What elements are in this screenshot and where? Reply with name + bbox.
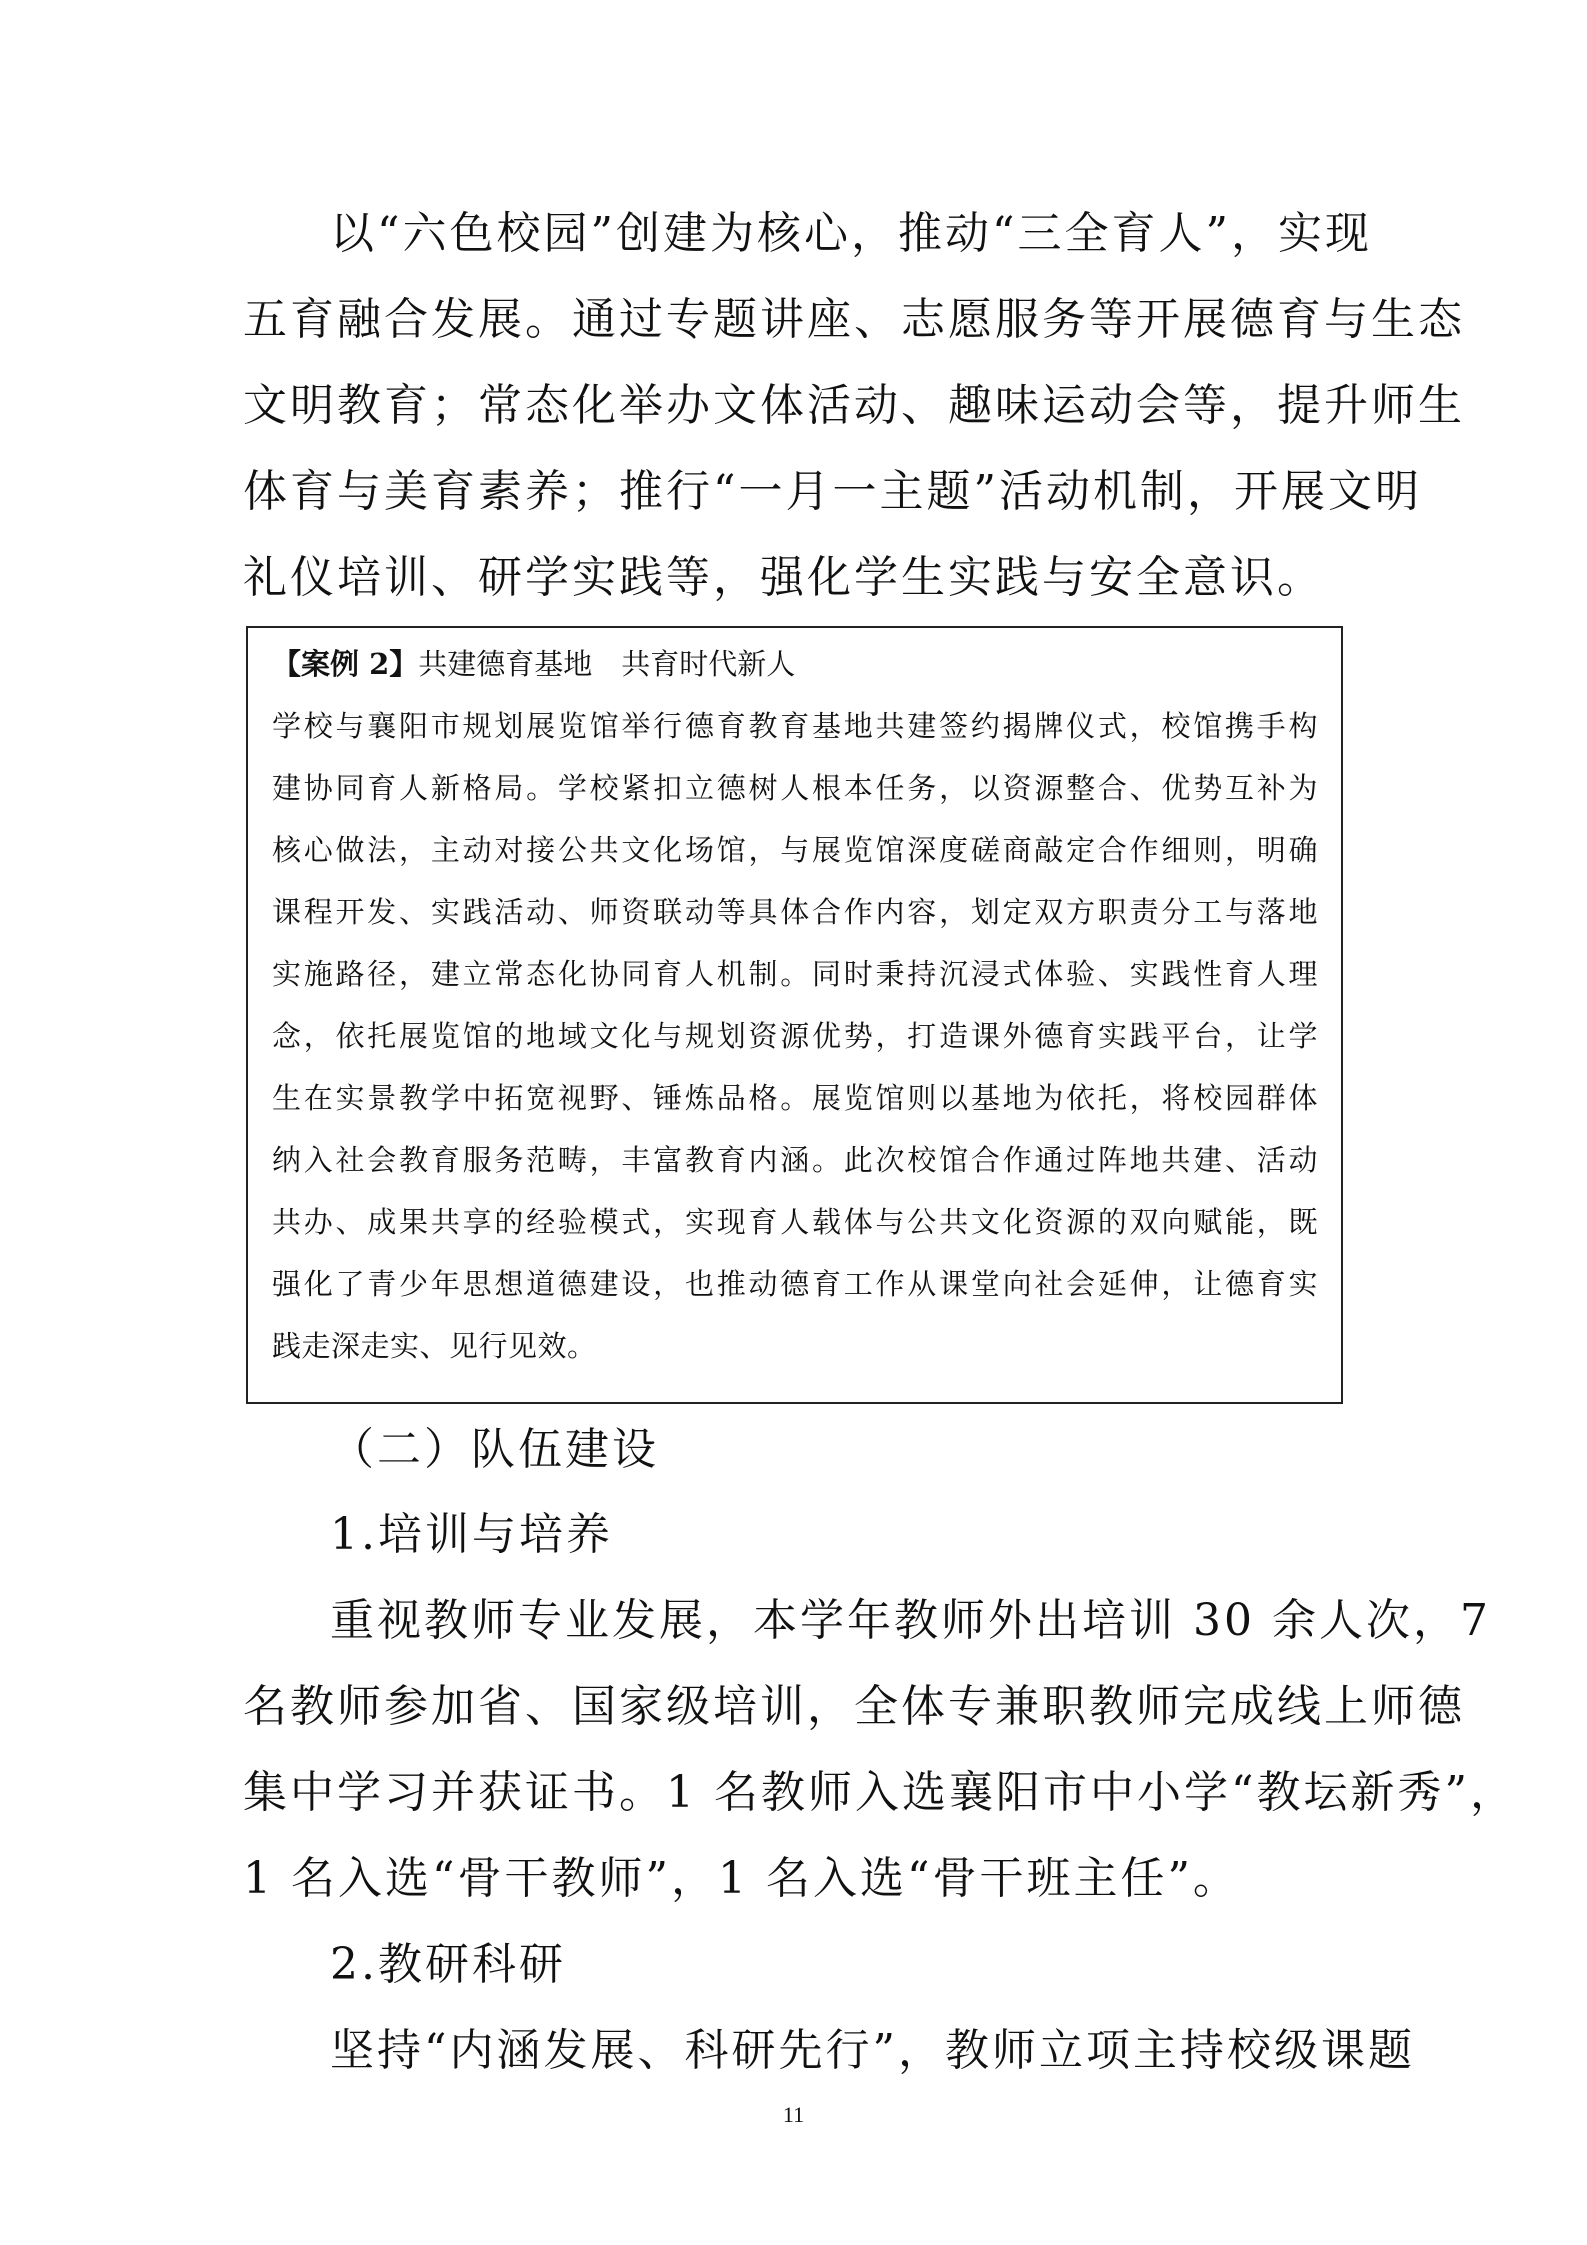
case-line-5: 实施路径，建立常态化协同育人机制。同时秉持沉浸式体验、实践性育人理: [272, 957, 1318, 991]
case-line-10: 强化了青少年思想道德建设，也推动德育工作从课堂向社会延伸，让德育实: [272, 1267, 1318, 1301]
subsection-1-line-3: 集中学习并获证书。1 名教师入选襄阳市中小学“教坛新秀”，: [243, 1767, 1517, 1818]
case-line-11: 践走深走实、见行见效。: [272, 1329, 597, 1363]
case-line-7: 生在实景教学中拓宽视野、锤炼品格。展览馆则以基地为依托，将校园群体: [272, 1081, 1318, 1115]
intro-line-1: 以“六色校园”创建为核心，推动“三全育人”，实现: [330, 208, 1372, 259]
case-label: 【案例 2】: [272, 647, 419, 681]
case-line-3: 核心做法，主动对接公共文化场馆，与展览馆深度磋商敲定合作细则，明确: [272, 833, 1318, 867]
case-title-row: [272, 647, 796, 681]
case-line-8: 纳入社会教育服务范畴，丰富教育内涵。此次校馆合作通过阵地共建、活动: [272, 1143, 1318, 1177]
subsection-1-line-2: 名教师参加省、国家级培训，全体专兼职教师完成线上师德: [243, 1681, 1465, 1732]
intro-line-2: 五育融合发展。通过专题讲座、志愿服务等开展德育与生态: [243, 294, 1465, 345]
page-number: 11: [782, 2102, 805, 2127]
case-study-box: [246, 626, 1343, 1404]
case-title: 共建德育基地 共育时代新人: [418, 647, 796, 681]
case-line-4: 课程开发、实践活动、师资联动等具体合作内容，划定双方职责分工与落地: [272, 895, 1318, 929]
subsection-2-line-1: 坚持“内涵发展、科研先行”，教师立项主持校级课题: [330, 2025, 1415, 2076]
case-line-9: 共办、成果共享的经验模式，实现育人载体与公共文化资源的双向赋能，既: [272, 1205, 1318, 1239]
subsection-1-heading: 1.培训与培养: [330, 1509, 613, 1560]
subsection-1-line-4: 1 名入选“骨干教师”，1 名入选“骨干班主任”。: [243, 1853, 1240, 1904]
section-heading: （二）队伍建设: [330, 1424, 659, 1475]
case-line-2: 建协同育人新格局。学校紧扣立德树人根本任务，以资源整合、优势互补为: [272, 771, 1318, 805]
subsection-1-line-1: 重视教师专业发展，本学年教师外出培训 30 余人次，7: [330, 1595, 1491, 1646]
intro-line-4: 体育与美育素养；推行“一月一主题”活动机制，开展文明: [243, 466, 1422, 517]
subsection-2-heading: 2.教研科研: [330, 1939, 566, 1990]
intro-line-3: 文明教育；常态化举办文体活动、趣味运动会等，提升师生: [243, 380, 1465, 431]
case-line-6: 念，依托展览馆的地域文化与规划资源优势，打造课外德育实践平台，让学: [272, 1019, 1318, 1053]
case-line-1: 学校与襄阳市规划展览馆举行德育教育基地共建签约揭牌仪式，校馆携手构: [272, 709, 1318, 743]
intro-line-5: 礼仪培训、研学实践等，强化学生实践与安全意识。: [243, 552, 1324, 603]
